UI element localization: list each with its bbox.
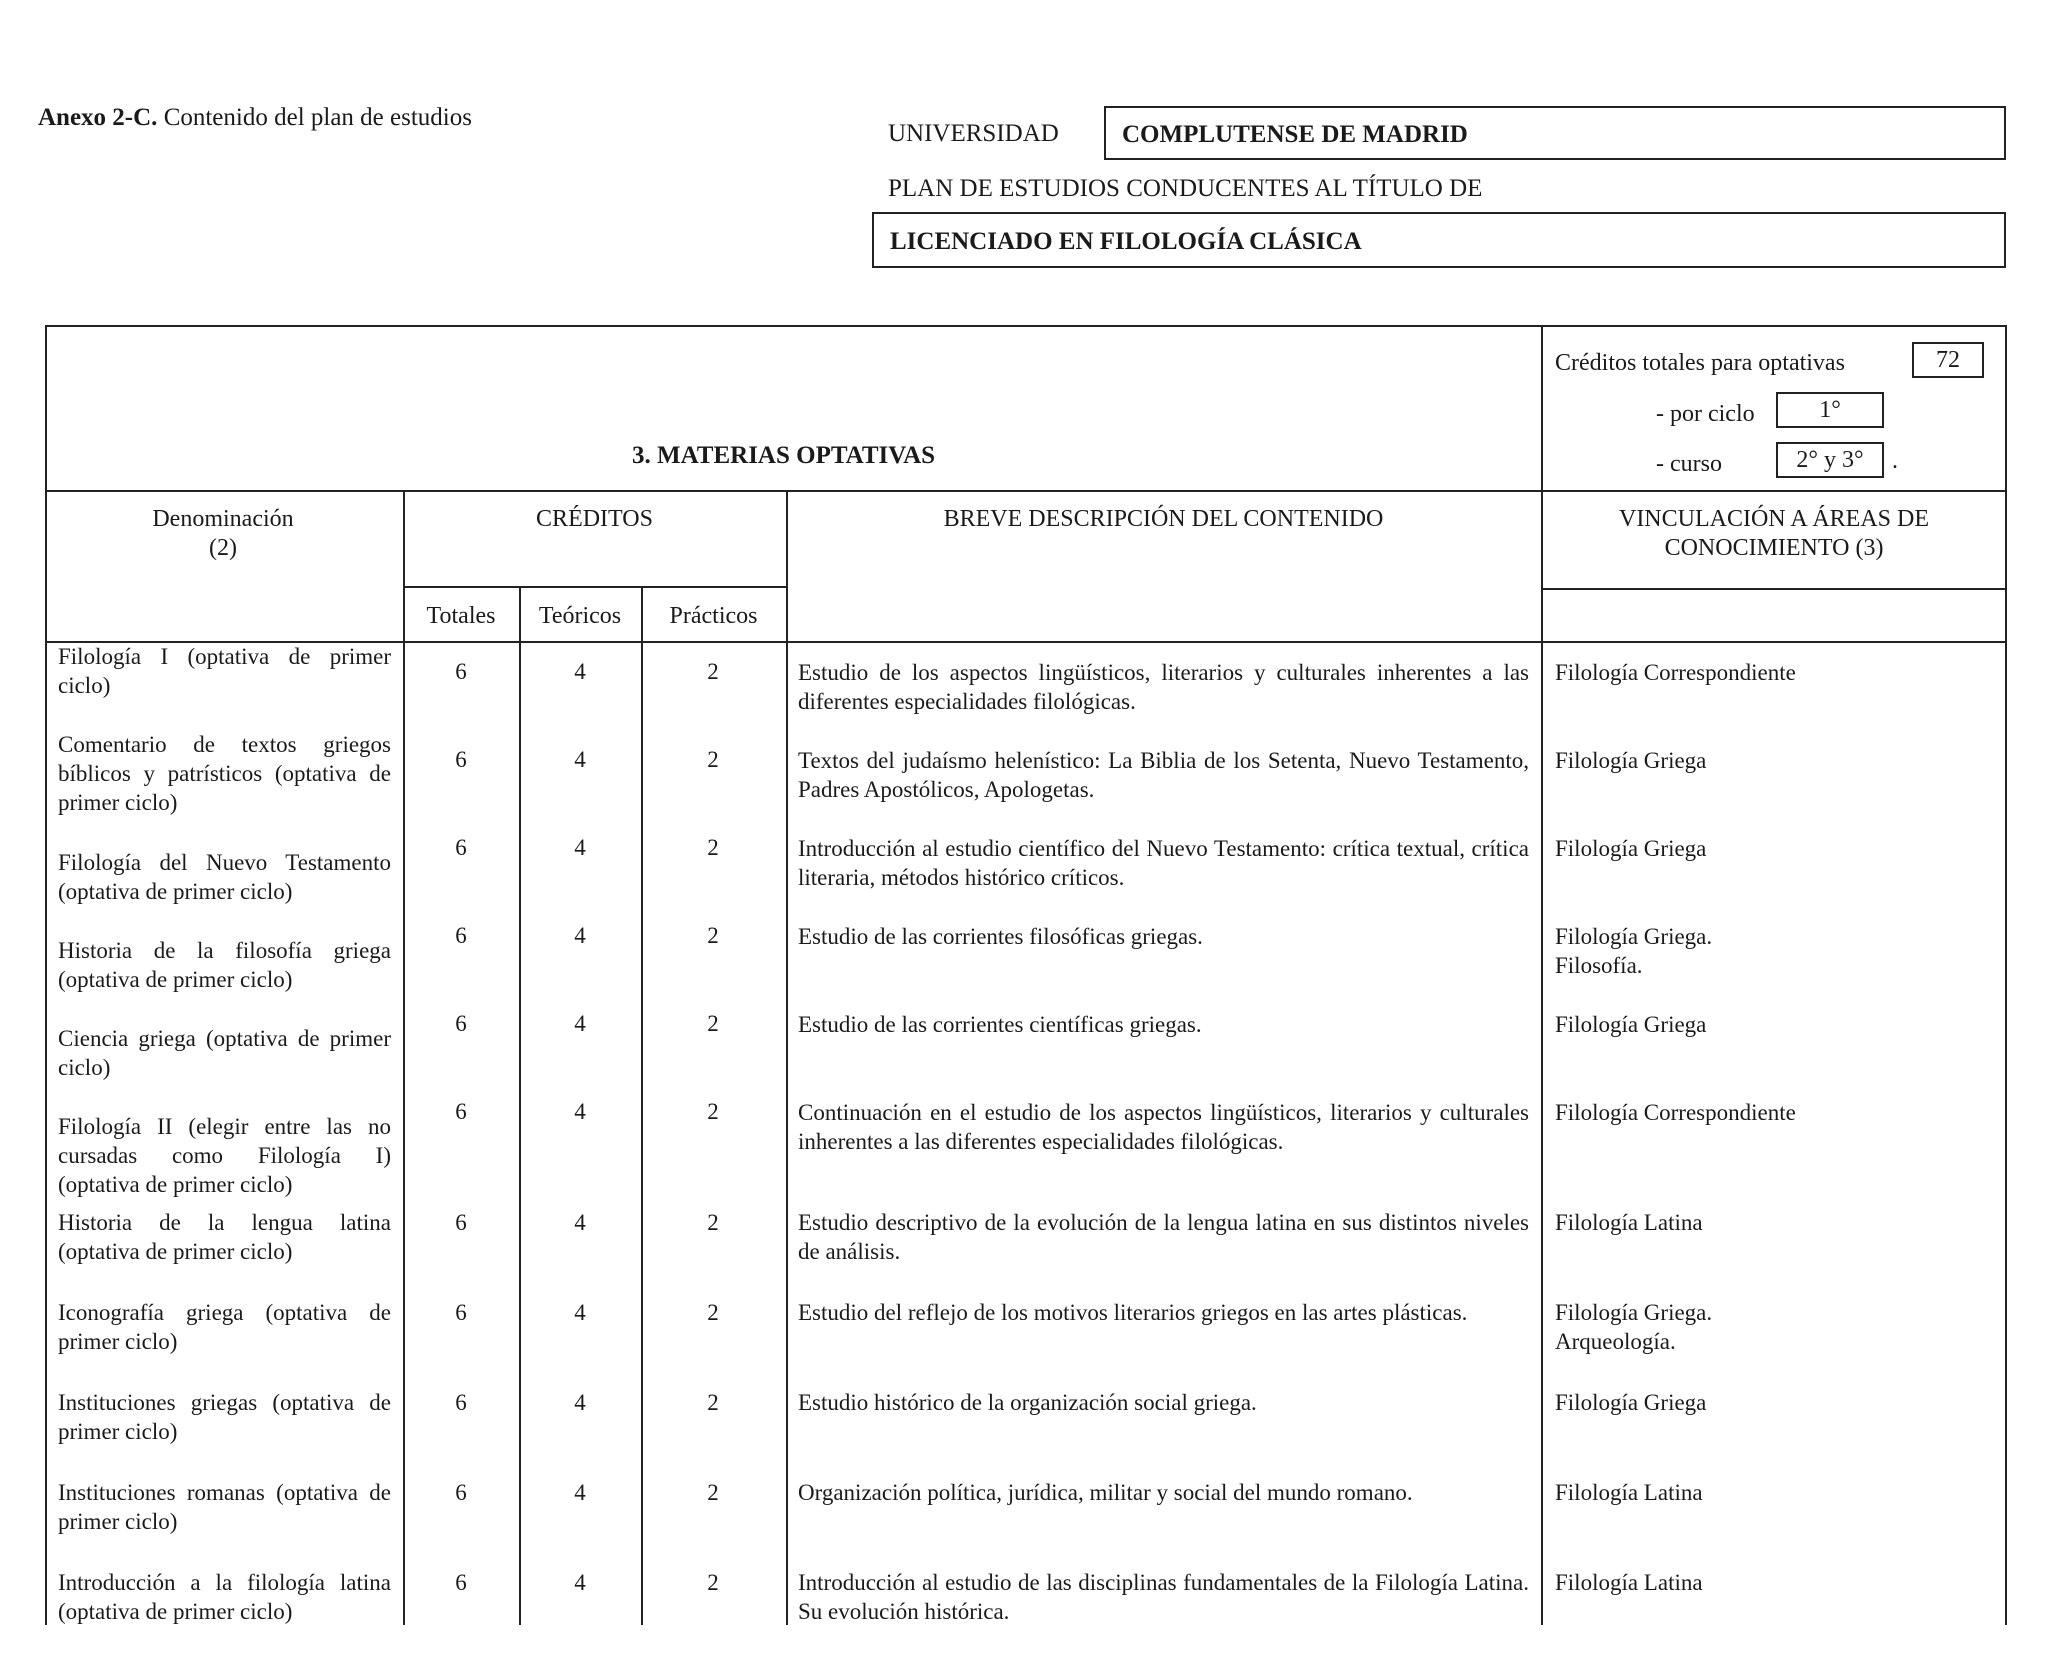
- row-area: Filología Latina: [1555, 1480, 1703, 1505]
- row-denominacion: Historia de la lengua latina (optativa de primer ciclo): [58, 1210, 391, 1264]
- header-practicos: Prácticos: [669, 603, 758, 629]
- table-rule-header-top: [45, 490, 2007, 492]
- row-denominacion: Instituciones griegas (optativa de primer ciclo): [58, 1390, 391, 1444]
- row-totales: 6: [455, 1300, 467, 1325]
- row-totales: 6: [455, 1480, 467, 1505]
- university-label: UNIVERSIDAD: [888, 120, 1059, 147]
- row-descripcion: Organización política, jurídica, militar y social del mundo romano.: [798, 1480, 1413, 1505]
- table-col-totales-edge: [519, 586, 521, 1625]
- row-area: Filología Correspondiente: [1555, 660, 1796, 685]
- row-totales: 6: [455, 923, 467, 948]
- header-denominacion-label: Denominación: [152, 506, 294, 532]
- degree-box: [872, 212, 2006, 268]
- row-practicos: 2: [707, 1570, 719, 1595]
- row-denominacion: Comentario de textos griegos bíblicos y patrísticos (optativa de primer ciclo): [58, 732, 391, 815]
- row-practicos: 2: [707, 659, 719, 684]
- row-area: Filología Griega: [1555, 1390, 1707, 1415]
- row-denominacion: Filología I (optativa de primer ciclo): [58, 644, 391, 698]
- row-denominacion: Historia de la filosofía griega (optativa de primer ciclo): [58, 938, 391, 992]
- degree-title: LICENCIADO EN FILOLOGÍA CLÁSICA: [890, 228, 1362, 255]
- row-teoricos: 4: [574, 1390, 586, 1415]
- row-practicos: 2: [707, 1099, 719, 1124]
- table-col-teoricos-edge: [641, 586, 643, 1625]
- row-denominacion: Iconografía griega (optativa de primer ciclo): [58, 1300, 391, 1354]
- row-totales: 6: [455, 1011, 467, 1036]
- row-totales: 6: [455, 1390, 467, 1415]
- row-area: Filología Griega. Arqueología.: [1555, 1300, 1713, 1354]
- row-totales: 6: [455, 1570, 467, 1595]
- row-descripcion: Estudio descriptivo de la evolución de la lengua latina en sus distintos niveles de análisis.: [798, 1210, 1529, 1264]
- row-totales: 6: [455, 747, 467, 772]
- row-descripcion: Estudio de las corrientes filosóficas griegas.: [798, 924, 1203, 949]
- credits-total-label: Créditos totales para optativas: [1555, 350, 1845, 376]
- row-practicos: 2: [707, 1300, 719, 1325]
- row-totales: 6: [455, 1099, 467, 1124]
- row-area: Filología Latina: [1555, 1570, 1703, 1595]
- university-box: [1104, 106, 2006, 160]
- credits-total-value: 72: [1912, 342, 1984, 378]
- row-teoricos: 4: [574, 659, 586, 684]
- row-teoricos: 4: [574, 1099, 586, 1124]
- table-rule-areas-split: [1541, 588, 2007, 590]
- curso-value: 2° y 3°: [1776, 442, 1884, 478]
- table-col-denominacion-edge: [403, 490, 405, 1625]
- row-area: Filología Griega. Filosofía.: [1555, 924, 1713, 978]
- row-descripcion: Introducción al estudio científico del Nuevo Testamento: crítica textual, crítica literaria, métodos histórico críticos.: [798, 836, 1529, 890]
- row-descripcion: Introducción al estudio de las disciplinas fundamentales de la Filología Latina. Su evolución histórica.: [798, 1570, 1529, 1624]
- row-totales: 6: [455, 835, 467, 860]
- row-descripcion: Continuación en el estudio de los aspectos lingüísticos, literarios y culturales inherentes a las diferentes especialidades filológicas.: [798, 1100, 1529, 1154]
- row-teoricos: 4: [574, 747, 586, 772]
- section-title: 3. MATERIAS OPTATIVAS: [632, 442, 936, 469]
- row-practicos: 2: [707, 835, 719, 860]
- row-teoricos: 4: [574, 1011, 586, 1036]
- annex-heading: [38, 104, 472, 132]
- curso-suffix: .: [1892, 448, 1898, 474]
- header-vinculacion-line1: VINCULACIÓN A ÁREAS DE: [1618, 506, 1929, 532]
- table-rule-credits-split: [403, 586, 786, 588]
- row-denominacion: Introducción a la filología latina (optativa de primer ciclo): [58, 1570, 391, 1624]
- row-teoricos: 4: [574, 1210, 586, 1235]
- university-name: COMPLUTENSE DE MADRID: [1122, 121, 1468, 148]
- row-denominacion: Filología del Nuevo Testamento (optativa de primer ciclo): [58, 850, 391, 904]
- row-teoricos: 4: [574, 835, 586, 860]
- row-area: Filología Griega: [1555, 836, 1707, 861]
- row-teoricos: 4: [574, 1570, 586, 1595]
- row-teoricos: 4: [574, 923, 586, 948]
- header-denominacion: [103, 505, 343, 563]
- row-area: Filología Griega: [1555, 1012, 1707, 1037]
- row-descripcion: Estudio histórico de la organización social griega.: [798, 1390, 1257, 1415]
- curso-label: - curso: [1656, 451, 1722, 477]
- header-descripcion: BREVE DESCRIPCIÓN DEL CONTENIDO: [943, 506, 1384, 532]
- row-practicos: 2: [707, 1480, 719, 1505]
- row-practicos: 2: [707, 747, 719, 772]
- annex-label: Anexo 2-C.: [38, 104, 158, 131]
- row-totales: 6: [455, 659, 467, 684]
- row-descripcion: Estudio de los aspectos lingüísticos, literarios y culturales inherentes a las diferentes especialidades filológicas.: [798, 660, 1529, 714]
- por-ciclo-label: - por ciclo: [1656, 401, 1755, 427]
- row-practicos: 2: [707, 1011, 719, 1036]
- row-descripcion: Textos del judaísmo helenístico: La Biblia de los Setenta, Nuevo Testamento, Padres Apostólicos, Apologetas.: [798, 748, 1529, 802]
- row-descripcion: Estudio de las corrientes científicas griegas.: [798, 1012, 1202, 1037]
- row-practicos: 2: [707, 923, 719, 948]
- table-col-practicos-edge: [786, 490, 788, 1625]
- header-vinculacion-line2: CONOCIMIENTO (3): [1664, 535, 1884, 561]
- row-descripcion: Estudio del reflejo de los motivos literarios griegos en las artes plásticas.: [798, 1300, 1468, 1325]
- row-denominacion: Instituciones romanas (optativa de primer ciclo): [58, 1480, 391, 1534]
- header-denominacion-note: (2): [209, 535, 237, 561]
- row-denominacion: Ciencia griega (optativa de primer ciclo): [58, 1026, 391, 1080]
- row-teoricos: 4: [574, 1480, 586, 1505]
- row-totales: 6: [455, 1210, 467, 1235]
- row-area: Filología Latina: [1555, 1210, 1703, 1235]
- row-area: Filología Correspondiente: [1555, 1100, 1796, 1125]
- row-practicos: 2: [707, 1210, 719, 1235]
- header-vinculacion: [1541, 505, 2007, 563]
- annex-text: Contenido del plan de estudios: [157, 104, 472, 131]
- header-teoricos: Teóricos: [538, 603, 622, 629]
- plan-label: PLAN DE ESTUDIOS CONDUCENTES AL TÍTULO DE: [888, 175, 1483, 202]
- row-practicos: 2: [707, 1390, 719, 1415]
- por-ciclo-value: 1°: [1776, 392, 1884, 428]
- header-totales: Totales: [426, 603, 496, 629]
- row-teoricos: 4: [574, 1300, 586, 1325]
- row-denominacion: Filología II (elegir entre las no cursadas como Filología I) (optativa de primer ciclo): [58, 1114, 391, 1197]
- header-creditos: CRÉDITOS: [536, 506, 653, 532]
- row-area: Filología Griega: [1555, 748, 1707, 773]
